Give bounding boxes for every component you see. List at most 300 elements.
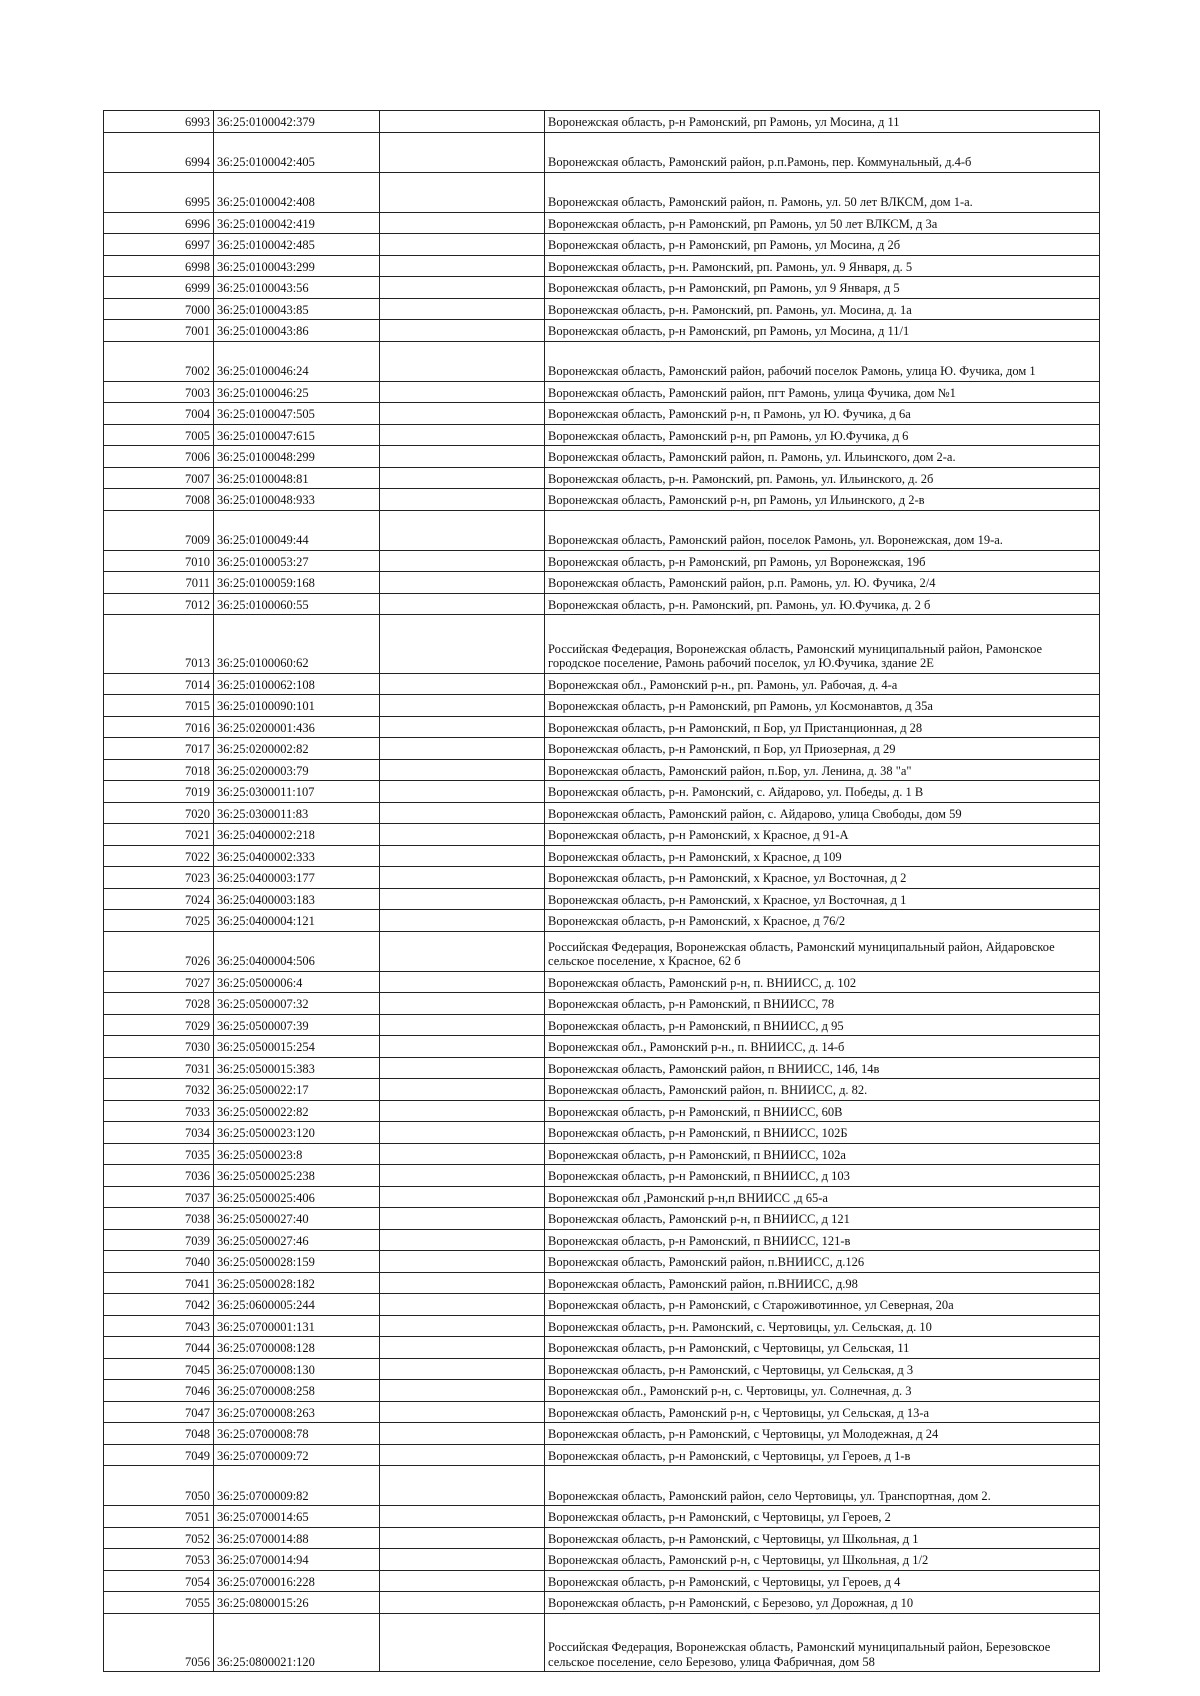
empty-cell xyxy=(380,845,545,867)
address-cell xyxy=(545,1444,1100,1466)
row-number-cell: 7002 xyxy=(104,341,214,381)
row-number-cell: 7021 xyxy=(104,824,214,846)
table-row xyxy=(104,1251,1100,1273)
table-row xyxy=(104,1466,1100,1506)
empty-cell xyxy=(380,1057,545,1079)
table-row xyxy=(104,593,1100,615)
cadastral-number-cell: 36:25:0100042:405 xyxy=(214,132,380,172)
address-cell xyxy=(545,403,1100,425)
empty-cell xyxy=(380,1165,545,1187)
row-number-cell: 7050 xyxy=(104,1466,214,1506)
empty-cell xyxy=(380,759,545,781)
table-row xyxy=(104,298,1100,320)
cadastral-number-cell: 36:25:0400002:218 xyxy=(214,824,380,846)
cadastral-number-cell: 36:25:0400003:183 xyxy=(214,888,380,910)
row-number-cell: 7023 xyxy=(104,867,214,889)
address-cell xyxy=(545,572,1100,594)
table-row xyxy=(104,1229,1100,1251)
address-text: Воронежская область, Рамонский р-н, рп Рамонь, ул Ильинского, д 2-в xyxy=(548,493,925,507)
cadastral-number-cell: 36:25:0700016:228 xyxy=(214,1570,380,1592)
address-cell xyxy=(545,845,1100,867)
address-text: Воронежская область, р-н Рамонский, с Чертовицы, ул Молодежная, д 24 xyxy=(548,1427,939,1441)
address-cell xyxy=(545,695,1100,717)
cadastral-number-cell: 36:25:0500023:120 xyxy=(214,1122,380,1144)
table-row xyxy=(104,277,1100,299)
address-cell xyxy=(545,867,1100,889)
row-number-cell: 7032 xyxy=(104,1079,214,1101)
address-text: Воронежская область, Рамонский район, р.п.Рамонь, пер. Коммунальный, д.4-б xyxy=(548,155,972,169)
row-number-cell: 7018 xyxy=(104,759,214,781)
register-table xyxy=(103,110,1100,1672)
cadastral-number-cell: 36:25:0100043:85 xyxy=(214,298,380,320)
address-cell xyxy=(545,993,1100,1015)
table-row xyxy=(104,1186,1100,1208)
table-row xyxy=(104,1423,1100,1445)
address-text: Воронежская обл., Рамонский р-н., п. ВНИИСС, д. 14-б xyxy=(548,1040,845,1054)
address-text: Воронежская обл ,Рамонский р-н,п ВНИИСС ,д 65-а xyxy=(548,1190,828,1205)
cadastral-number-cell: 36:25:0100048:933 xyxy=(214,489,380,511)
address-text: Воронежская область, р-н Рамонский, п Бор, ул Пристанционная, д 28 xyxy=(548,720,923,735)
address-cell xyxy=(545,1506,1100,1528)
row-number-cell: 7039 xyxy=(104,1229,214,1251)
cadastral-number-cell: 36:25:0100047:615 xyxy=(214,424,380,446)
row-number-cell: 7012 xyxy=(104,593,214,615)
address-cell xyxy=(545,1251,1100,1273)
address-cell xyxy=(545,1036,1100,1058)
row-number-cell: 6995 xyxy=(104,172,214,212)
table-row xyxy=(104,510,1100,550)
empty-cell xyxy=(380,1613,545,1672)
table-row xyxy=(104,1549,1100,1571)
empty-cell xyxy=(380,1423,545,1445)
empty-cell xyxy=(380,111,545,133)
cadastral-number-cell: 36:25:0800015:26 xyxy=(214,1592,380,1614)
empty-cell xyxy=(380,320,545,342)
address-cell xyxy=(545,802,1100,824)
empty-cell xyxy=(380,467,545,489)
row-number-cell: 7049 xyxy=(104,1444,214,1466)
empty-cell xyxy=(380,673,545,695)
row-number-cell: 6998 xyxy=(104,255,214,277)
table-row xyxy=(104,212,1100,234)
table-row xyxy=(104,1315,1100,1337)
cadastral-number-cell: 36:25:0500023:8 xyxy=(214,1143,380,1165)
row-number-cell: 7020 xyxy=(104,802,214,824)
empty-cell xyxy=(380,1014,545,1036)
table-row xyxy=(104,550,1100,572)
table-row xyxy=(104,673,1100,695)
row-number-cell: 7017 xyxy=(104,738,214,760)
cadastral-number-cell: 36:25:0100046:25 xyxy=(214,381,380,403)
table-row xyxy=(104,759,1100,781)
table-row xyxy=(104,111,1100,133)
table-row xyxy=(104,738,1100,760)
table-row xyxy=(104,1057,1100,1079)
table-row xyxy=(104,1592,1100,1614)
table-row xyxy=(104,172,1100,212)
row-number-cell: 7042 xyxy=(104,1294,214,1316)
address-cell xyxy=(545,446,1100,468)
address-cell xyxy=(545,1122,1100,1144)
table-row xyxy=(104,845,1100,867)
address-text: Воронежская область, Рамонский район, р.п. Рамонь, ул. Ю. Фучика, 2/4 xyxy=(548,576,936,590)
address-cell xyxy=(545,781,1100,803)
cadastral-number-cell: 36:25:0100048:81 xyxy=(214,467,380,489)
address-cell xyxy=(545,212,1100,234)
address-text: Воронежская область, р-н Рамонский, рп Рамонь, ул 50 лет ВЛКСМ, д 3а xyxy=(548,216,938,231)
address-cell xyxy=(545,1570,1100,1592)
table-row xyxy=(104,446,1100,468)
row-number-cell: 6997 xyxy=(104,234,214,256)
row-number-cell: 7025 xyxy=(104,910,214,932)
empty-cell xyxy=(380,381,545,403)
table-row xyxy=(104,381,1100,403)
cadastral-number-cell: 36:25:0100060:62 xyxy=(214,615,380,674)
empty-cell xyxy=(380,1294,545,1316)
address-text: Российская Федерация, Воронежская область, Рамонский муниципальный район, Березовское сельское поселение, село Березово, улица Фабричная, дом 58 xyxy=(548,1640,1051,1669)
address-cell xyxy=(545,888,1100,910)
table-row xyxy=(104,1380,1100,1402)
empty-cell xyxy=(380,1506,545,1528)
address-text: Воронежская область, Рамонский р-н, п ВНИИСС, д 121 xyxy=(548,1212,850,1226)
empty-cell xyxy=(380,572,545,594)
cadastral-number-cell: 36:25:0500025:406 xyxy=(214,1186,380,1208)
address-cell xyxy=(545,971,1100,993)
table-row xyxy=(104,467,1100,489)
address-cell xyxy=(545,1186,1100,1208)
table-row xyxy=(104,824,1100,846)
address-cell xyxy=(545,424,1100,446)
row-number-cell: 7036 xyxy=(104,1165,214,1187)
address-text: Воронежская область, р-н Рамонский, х Красное, д 91-А xyxy=(548,828,849,842)
row-number-cell: 7016 xyxy=(104,716,214,738)
address-text: Воронежская область, р-н Рамонский, с Березово, ул Дорожная, д 10 xyxy=(548,1596,914,1610)
address-cell xyxy=(545,1315,1100,1337)
table-row xyxy=(104,910,1100,932)
empty-cell xyxy=(380,1358,545,1380)
cadastral-number-cell: 36:25:0100042:485 xyxy=(214,234,380,256)
address-text: Воронежская область, р-н Рамонский, п ВНИИСС, д 95 xyxy=(548,1018,844,1033)
address-cell xyxy=(545,510,1100,550)
empty-cell xyxy=(380,1401,545,1423)
address-cell xyxy=(545,716,1100,738)
empty-cell xyxy=(380,446,545,468)
row-number-cell: 6994 xyxy=(104,132,214,172)
row-number-cell: 7019 xyxy=(104,781,214,803)
address-cell xyxy=(545,1229,1100,1251)
empty-cell xyxy=(380,298,545,320)
row-number-cell: 7030 xyxy=(104,1036,214,1058)
table-row xyxy=(104,931,1100,971)
empty-cell xyxy=(380,212,545,234)
address-text: Воронежская область, р-н Рамонский, п ВНИИСС, 78 xyxy=(548,997,835,1011)
empty-cell xyxy=(380,1337,545,1359)
address-text: Российская Федерация, Воронежская область, Рамонский муниципальный район, Айдаровское сельское поселение, х Красное, 62 б xyxy=(548,939,1055,968)
cadastral-number-cell: 36:25:0500015:254 xyxy=(214,1036,380,1058)
cadastral-number-cell: 36:25:0500027:46 xyxy=(214,1229,380,1251)
row-number-cell: 7003 xyxy=(104,381,214,403)
empty-cell xyxy=(380,1036,545,1058)
row-number-cell: 7048 xyxy=(104,1423,214,1445)
table-row xyxy=(104,1294,1100,1316)
address-text: Воронежская область, Рамонский район, поселок Рамонь, ул. Воронежская, дом 19-а. xyxy=(548,533,1003,547)
address-cell xyxy=(545,234,1100,256)
address-text: Воронежская область, р-н. Рамонский, рп. Рамонь, ул. Мосина, д. 1а xyxy=(548,302,912,317)
row-number-cell: 7011 xyxy=(104,572,214,594)
cadastral-number-cell: 36:25:0700014:94 xyxy=(214,1549,380,1571)
address-text: Воронежская область, р-н Рамонский, с Чертовицы, ул Героев, д 4 xyxy=(548,1574,901,1589)
table-row xyxy=(104,781,1100,803)
table-row xyxy=(104,1506,1100,1528)
address-text: Воронежская область, Рамонский район, п.Бор, ул. Ленина, д. 38 "а" xyxy=(548,763,912,778)
address-cell xyxy=(545,759,1100,781)
address-text: Воронежская область, р-н Рамонский, с Чертовицы, ул Сельская, д 3 xyxy=(548,1362,914,1377)
cadastral-number-cell: 36:25:0700008:78 xyxy=(214,1423,380,1445)
address-cell xyxy=(545,615,1100,674)
empty-cell xyxy=(380,716,545,738)
table-row xyxy=(104,341,1100,381)
table-row xyxy=(104,1358,1100,1380)
address-text: Воронежская область, Рамонский район, п. Рамонь, ул. Ильинского, дом 2-а. xyxy=(548,450,956,464)
address-cell xyxy=(545,1337,1100,1359)
address-text: Воронежская область, р-н. Рамонский, с. Айдарово, ул. Победы, д. 1 В xyxy=(548,785,924,799)
empty-cell xyxy=(380,1315,545,1337)
empty-cell xyxy=(380,910,545,932)
address-cell xyxy=(545,341,1100,381)
cadastral-number-cell: 36:25:0700014:65 xyxy=(214,1506,380,1528)
cadastral-number-cell: 36:25:0200002:82 xyxy=(214,738,380,760)
row-number-cell: 7026 xyxy=(104,931,214,971)
cadastral-number-cell: 36:25:0800021:120 xyxy=(214,1613,380,1672)
address-text: Воронежская область, р-н. Рамонский, с. Чертовицы, ул. Сельская, д. 10 xyxy=(548,1319,932,1334)
address-text: Воронежская область, р-н Рамонский, рп Рамонь, ул Воронежская, 19б xyxy=(548,554,926,569)
address-text: Воронежская область, р-н. Рамонский, рп. Рамонь, ул. 9 Января, д. 5 xyxy=(548,259,913,274)
cadastral-number-cell: 36:25:0100053:27 xyxy=(214,550,380,572)
address-text: Воронежская область, Рамонский район, п.ВНИИСС, д.126 xyxy=(548,1255,865,1269)
table-row xyxy=(104,1272,1100,1294)
cadastral-number-cell: 36:25:0500028:182 xyxy=(214,1272,380,1294)
address-text: Воронежская область, Рамонский район, п ВНИИСС, 14б, 14в xyxy=(548,1061,880,1076)
empty-cell xyxy=(380,971,545,993)
address-text: Воронежская область, р-н Рамонский, х Красное, ул Восточная, д 1 xyxy=(548,892,907,907)
cadastral-number-cell: 36:25:0400004:121 xyxy=(214,910,380,932)
row-number-cell: 7043 xyxy=(104,1315,214,1337)
address-cell xyxy=(545,1272,1100,1294)
cadastral-number-cell: 36:25:0100062:108 xyxy=(214,673,380,695)
empty-cell xyxy=(380,593,545,615)
address-text: Воронежская область, р-н Рамонский, п ВНИИСС, д 103 xyxy=(548,1169,850,1183)
address-text: Воронежская область, Рамонский район, пгт Рамонь, улица Фучика, дом №1 xyxy=(548,385,956,400)
table-row xyxy=(104,993,1100,1015)
address-text: Воронежская область, Рамонский р-н, рп Рамонь, ул Ю.Фучика, д 6 xyxy=(548,428,909,443)
empty-cell xyxy=(380,802,545,824)
empty-cell xyxy=(380,993,545,1015)
row-number-cell: 7051 xyxy=(104,1506,214,1528)
table-row xyxy=(104,1527,1100,1549)
cadastral-number-cell: 36:25:0100042:408 xyxy=(214,172,380,212)
empty-cell xyxy=(380,1592,545,1614)
address-text: Воронежская область, р-н Рамонский, с Чертовицы, ул Сельская, 11 xyxy=(548,1341,910,1355)
table-row xyxy=(104,888,1100,910)
empty-cell xyxy=(380,1100,545,1122)
cadastral-number-cell: 36:25:0500027:40 xyxy=(214,1208,380,1230)
address-cell xyxy=(545,1358,1100,1380)
cadastral-number-cell: 36:25:0700014:88 xyxy=(214,1527,380,1549)
empty-cell xyxy=(380,1122,545,1144)
empty-cell xyxy=(380,1466,545,1506)
row-number-cell: 7028 xyxy=(104,993,214,1015)
row-number-cell: 7000 xyxy=(104,298,214,320)
row-number-cell: 7001 xyxy=(104,320,214,342)
address-text: Воронежская область, р-н Рамонский, п ВНИИСС, 60В xyxy=(548,1104,843,1119)
table-row xyxy=(104,1444,1100,1466)
row-number-cell: 7031 xyxy=(104,1057,214,1079)
table-row xyxy=(104,1165,1100,1187)
cadastral-number-cell: 36:25:0700008:128 xyxy=(214,1337,380,1359)
address-cell xyxy=(545,673,1100,695)
address-text: Воронежская область, Рамонский район, рабочий поселок Рамонь, улица Ю. Фучика, дом 1 xyxy=(548,364,1036,378)
cadastral-number-cell: 36:25:0300011:83 xyxy=(214,802,380,824)
address-text: Воронежская обл., Рамонский р-н., рп. Рамонь, ул. Рабочая, д. 4-а xyxy=(548,677,898,692)
address-cell xyxy=(545,1380,1100,1402)
row-number-cell: 7014 xyxy=(104,673,214,695)
address-cell xyxy=(545,1423,1100,1445)
cadastral-number-cell: 36:25:0100090:101 xyxy=(214,695,380,717)
row-number-cell: 7054 xyxy=(104,1570,214,1592)
address-cell xyxy=(545,111,1100,133)
row-number-cell: 7037 xyxy=(104,1186,214,1208)
cadastral-number-cell: 36:25:0400004:506 xyxy=(214,931,380,971)
table-row xyxy=(104,255,1100,277)
empty-cell xyxy=(380,738,545,760)
address-cell xyxy=(545,1294,1100,1316)
row-number-cell: 7004 xyxy=(104,403,214,425)
row-number-cell: 6996 xyxy=(104,212,214,234)
table-row xyxy=(104,1036,1100,1058)
address-cell xyxy=(545,1165,1100,1187)
table-row xyxy=(104,1401,1100,1423)
address-cell xyxy=(545,172,1100,212)
table-row xyxy=(104,695,1100,717)
row-number-cell: 7035 xyxy=(104,1143,214,1165)
empty-cell xyxy=(380,255,545,277)
address-cell xyxy=(545,1143,1100,1165)
address-cell xyxy=(545,320,1100,342)
row-number-cell: 7056 xyxy=(104,1613,214,1672)
address-text: Воронежская область, Рамонский район, п. Рамонь, ул. 50 лет ВЛКСМ, дом 1-а. xyxy=(548,195,973,209)
row-number-cell: 7013 xyxy=(104,615,214,674)
empty-cell xyxy=(380,510,545,550)
cadastral-number-cell: 36:25:0200003:79 xyxy=(214,759,380,781)
row-number-cell: 7040 xyxy=(104,1251,214,1273)
table-row xyxy=(104,1100,1100,1122)
address-cell xyxy=(545,298,1100,320)
address-cell xyxy=(545,277,1100,299)
empty-cell xyxy=(380,1208,545,1230)
cadastral-number-cell: 36:25:0100043:86 xyxy=(214,320,380,342)
empty-cell xyxy=(380,1527,545,1549)
address-cell xyxy=(545,1057,1100,1079)
address-text: Воронежская область, р-н Рамонский, с Чертовицы, ул Героев, д 1-в xyxy=(548,1448,911,1463)
cadastral-number-cell: 36:25:0100043:56 xyxy=(214,277,380,299)
empty-cell xyxy=(380,341,545,381)
cadastral-number-cell: 36:25:0100042:419 xyxy=(214,212,380,234)
table-row xyxy=(104,802,1100,824)
address-cell xyxy=(545,1100,1100,1122)
cadastral-number-cell: 36:25:0500022:17 xyxy=(214,1079,380,1101)
address-text: Воронежская область, Рамонский район, с. Айдарово, улица Свободы, дом 59 xyxy=(548,806,962,821)
empty-cell xyxy=(380,615,545,674)
row-number-cell: 7044 xyxy=(104,1337,214,1359)
address-text: Российская Федерация, Воронежская область, Рамонский муниципальный район, Рамонское городское поселение, Рамонь рабочий поселок, ул Ю.Фучика, здание 2Е xyxy=(548,641,1043,670)
empty-cell xyxy=(380,1251,545,1273)
address-text: Воронежская область, р-н Рамонский, п ВНИИСС, 102Б xyxy=(548,1126,848,1140)
empty-cell xyxy=(380,1229,545,1251)
table-row xyxy=(104,1014,1100,1036)
address-cell xyxy=(545,824,1100,846)
address-text: Воронежская область, Рамонский р-н, с Чертовицы, ул Сельская, д 13-а xyxy=(548,1405,930,1420)
address-cell xyxy=(545,931,1100,971)
table-row xyxy=(104,424,1100,446)
address-text: Воронежская область, р-н Рамонский, х Красное, ул Восточная, д 2 xyxy=(548,871,907,885)
cadastral-number-cell: 36:25:0700009:72 xyxy=(214,1444,380,1466)
table-row xyxy=(104,971,1100,993)
empty-cell xyxy=(380,1143,545,1165)
empty-cell xyxy=(380,1380,545,1402)
table-row xyxy=(104,867,1100,889)
cadastral-number-cell: 36:25:0700009:82 xyxy=(214,1466,380,1506)
empty-cell xyxy=(380,550,545,572)
address-cell xyxy=(545,910,1100,932)
cadastral-number-cell: 36:25:0100047:505 xyxy=(214,403,380,425)
table-row xyxy=(104,320,1100,342)
row-number-cell: 7006 xyxy=(104,446,214,468)
row-number-cell: 6993 xyxy=(104,111,214,133)
address-cell xyxy=(545,1014,1100,1036)
address-cell xyxy=(545,1208,1100,1230)
cadastral-number-cell: 36:25:0100060:55 xyxy=(214,593,380,615)
cadastral-number-cell: 36:25:0100042:379 xyxy=(214,111,380,133)
row-number-cell: 7015 xyxy=(104,695,214,717)
address-text: Воронежская область, р-н Рамонский, х Красное, д 109 xyxy=(548,849,842,864)
address-cell xyxy=(545,1527,1100,1549)
table-row xyxy=(104,572,1100,594)
empty-cell xyxy=(380,1079,545,1101)
table-row xyxy=(104,403,1100,425)
address-cell xyxy=(545,132,1100,172)
empty-cell xyxy=(380,172,545,212)
empty-cell xyxy=(380,695,545,717)
cadastral-number-cell: 36:25:0700008:258 xyxy=(214,1380,380,1402)
register-table-body xyxy=(104,111,1100,1672)
address-cell xyxy=(545,1401,1100,1423)
cadastral-number-cell: 36:25:0500028:159 xyxy=(214,1251,380,1273)
empty-cell xyxy=(380,1444,545,1466)
empty-cell xyxy=(380,403,545,425)
table-row xyxy=(104,1208,1100,1230)
address-text: Воронежская область, р-н Рамонский, п Бор, ул Приозерная, д 29 xyxy=(548,742,896,756)
row-number-cell: 7053 xyxy=(104,1549,214,1571)
cadastral-number-cell: 36:25:0500015:383 xyxy=(214,1057,380,1079)
row-number-cell: 7024 xyxy=(104,888,214,910)
empty-cell xyxy=(380,888,545,910)
row-number-cell: 7007 xyxy=(104,467,214,489)
address-text: Воронежская область, р-н Рамонский, с Чертовицы, ул Школьная, д 1 xyxy=(548,1531,919,1546)
address-text: Воронежская обл., Рамонский р-н, с. Чертовицы, ул. Солнечная, д. 3 xyxy=(548,1384,912,1398)
address-text: Воронежская область, р-н Рамонский, рп Рамонь, ул Мосина, д 11 xyxy=(548,115,900,129)
row-number-cell: 7041 xyxy=(104,1272,214,1294)
row-number-cell: 7045 xyxy=(104,1358,214,1380)
